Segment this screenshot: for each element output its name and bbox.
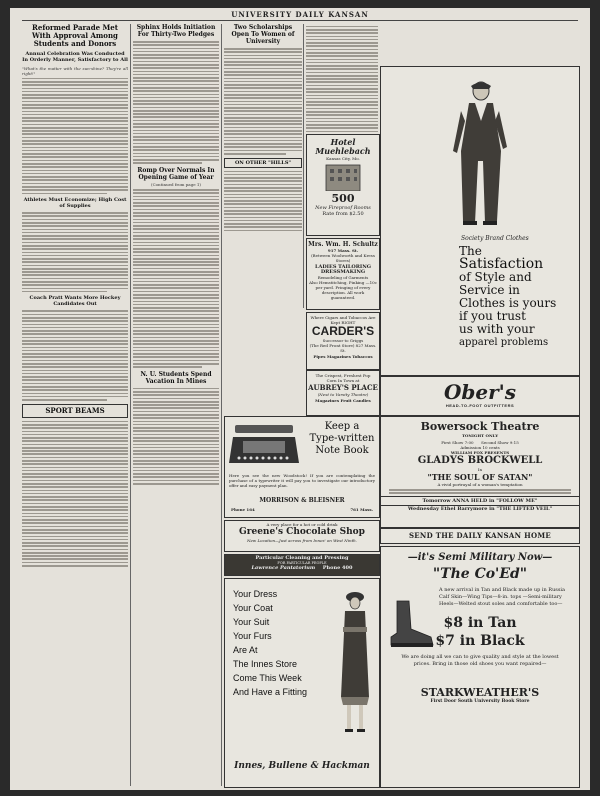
typewriter-phone: Phone 164 <box>231 507 255 512</box>
aubreys-ad <box>306 370 380 416</box>
typewriter-ad <box>224 416 380 518</box>
hotel-name: Hotel Muehlebach <box>315 137 371 156</box>
other-hills-box <box>224 158 302 168</box>
coed-title: "The Co'Ed" <box>432 566 528 582</box>
greenes-ad <box>224 520 380 552</box>
newspaper-page <box>10 8 590 790</box>
cleaning-phone: Phone 400 <box>322 565 353 571</box>
article-body-sphinx <box>133 41 219 164</box>
typewriter-illustration <box>229 423 299 467</box>
society-line-1: The <box>459 244 482 258</box>
lede-parade: "What's the matter with the sun-shine? They're all right!" <box>22 66 128 76</box>
bowersock-ad <box>380 416 580 528</box>
masthead: UNIVERSITY DAILY KANSAN <box>231 10 369 19</box>
headline-hockey: Coach Pratt Wants More Hockey Candidates Out <box>29 295 121 308</box>
man-in-coat-illustration <box>445 81 515 231</box>
bowersock-presents: WILLIAM FOX PRESENTS <box>450 450 510 455</box>
society-line-4: Service in <box>459 283 520 297</box>
column-2 <box>133 24 219 786</box>
article-body-hockey <box>22 310 128 400</box>
greenes-name: Greene's Chocolate Shop <box>239 527 365 537</box>
article-body-scholarships <box>224 48 302 155</box>
society-line-5: Clothes is yours <box>459 296 557 310</box>
innes-copy <box>233 587 333 699</box>
obers-sub: HEAD-TO-FOOT OUTFITTERS <box>445 403 515 408</box>
innes-line-7: Come This Week <box>233 673 302 683</box>
article-body-athletes <box>22 212 128 292</box>
innes-line-5: Are At <box>233 645 258 655</box>
bowersock-star: GLADYS BROCKWELL <box>417 455 543 466</box>
bowersock-desc: A vivid portrayal of a woman's temptation <box>437 482 523 487</box>
society-ad-copy <box>459 245 575 349</box>
obers-logo: Ober's <box>443 380 517 404</box>
coed-note: We are doing all we can to give quality and style at the lowest prices. Bring in those old shoes you want repaired— <box>401 654 559 667</box>
bowersock-in: In <box>477 467 483 472</box>
typewriter-firm: MORRISON & BLEISNER <box>259 497 345 504</box>
hotel-city: Kansas City, Mo. <box>326 156 360 161</box>
bowersock-admission: Admission 10 cents <box>460 445 500 450</box>
hotel-building-illustration <box>318 163 368 191</box>
typewriter-body: Here you see the new Woodstock! If you are contemplating the purchase of a typewriter it will pay you to investigate our introductory offer and easy payment plan. <box>229 473 375 488</box>
aubreys-intro: The Crispest, Freshest Pop Corn In Town at <box>315 373 371 383</box>
typewriter-line-3: Note Book <box>315 445 369 456</box>
subhead-parade: Annual Celebration Was Conducted In Orderly Manner, Satisfactory to All <box>22 51 128 63</box>
headline-athletes: Athletes Must Economize; High Cost of Supplies <box>23 197 127 210</box>
bowersock-name: Bowersock Theatre <box>420 420 540 433</box>
innes-line-1: Your Dress <box>233 589 278 599</box>
headline-sphinx: Sphinx Holds Initiation For Thirty-Two Pledges <box>136 24 216 38</box>
coed-store-sub: First Door South University Book Store <box>430 699 530 704</box>
cleaning-line-1: Particular Cleaning and Pressing <box>255 555 349 561</box>
society-line-6: if you trust <box>459 309 526 323</box>
coed-head: —it's Semi Military Now— <box>407 552 553 563</box>
send-kansan-banner <box>380 528 580 544</box>
coed-price-tan: $8 in Tan <box>443 615 517 631</box>
innes-ad <box>224 578 380 788</box>
article-body-parade <box>22 78 128 194</box>
article-body-hills <box>224 171 302 232</box>
coed-ad <box>380 546 580 788</box>
sport-beams-title: SPORT BEAMS <box>45 405 105 415</box>
cleaning-line-3: Lawrence Pantatorium <box>251 565 316 571</box>
other-hills-title: ON OTHER "HILLS" <box>234 159 292 166</box>
bowersock-times: First Show 7:00 Second Show 9:15 <box>441 440 519 445</box>
coed-store-name: STARKWEATHER'S <box>420 686 540 699</box>
column-divider <box>221 24 222 786</box>
send-kansan-text: SEND THE DAILY KANSAN HOME <box>408 531 552 540</box>
schultz-service: LADIES TAILORING DRESSMAKING <box>314 264 372 275</box>
aubreys-sub: (Next to Varsity Theatre) <box>317 392 369 397</box>
society-line-7: us with your <box>459 322 535 336</box>
greenes-intro: A very place for a hot or cold drink <box>266 522 338 527</box>
cleaning-ad <box>224 554 380 576</box>
typewriter-line-1: Keep a <box>324 421 360 432</box>
schultz-sub: Remodeling of Garments <box>317 275 369 280</box>
column-1 <box>22 24 128 786</box>
coed-body: A new arrival in Tan and Black made up in Russia Calf Skin—Wing Tips—8-in. tops —Semi-military Heels—Welted stout soles and comfortable too— <box>439 587 566 607</box>
greenes-sub: New Location—Just across from Innes' on West Ninth. <box>246 538 358 543</box>
innes-line-3: Your Suit <box>233 617 270 627</box>
innes-line-4: Your Furs <box>233 631 272 641</box>
typewriter-headline <box>307 421 377 457</box>
innes-line-6: The Innes Store <box>233 659 298 669</box>
carders-name: CARDER'S <box>311 324 375 338</box>
continued-note: (Continued from page 1) <box>151 182 201 187</box>
society-brand-name: Society Brand Clothes <box>461 235 529 242</box>
bowersock-tomorrow: Tomorrow ANNA HELD in "FOLLOW ME" <box>381 496 579 504</box>
society-line-2: Satisfaction <box>459 256 544 272</box>
bowersock-film: "THE SOUL OF SATAN" <box>427 472 533 482</box>
innes-signature: Innes, Bullene & Hackman <box>234 761 370 771</box>
hotel-rate: Rate from $2.50 <box>322 211 364 217</box>
bowersock-tonight: TONIGHT ONLY <box>461 433 499 438</box>
coed-price-black: $7 in Black <box>435 633 525 649</box>
cleaning-line-2: FOR PARTICULAR PEOPLE <box>277 561 327 565</box>
carders-intro: Where Cigars and Tobaccos Are Kept RIGHT <box>310 315 376 325</box>
column-3 <box>224 24 302 308</box>
hotel-tagline: New Fireproof Rooms <box>315 205 371 211</box>
typewriter-address: 761 Mass. <box>350 507 373 512</box>
typewriter-line-2: Type-written <box>309 433 375 444</box>
bowersock-wednesday: Wednesday Ethel Barrymore in "THE LIFTED VEIL" <box>381 505 579 512</box>
obers-ad <box>380 376 580 416</box>
schultz-name: Mrs. Wm. H. Schultz <box>308 241 378 248</box>
hotel-muehlebach-ad <box>306 134 380 236</box>
headline-mines: N. U. Students Spend Vacation In Mines <box>140 370 212 385</box>
carders-ad <box>306 312 380 370</box>
hotel-rooms: 500 <box>331 192 355 205</box>
innes-line-2: Your Coat <box>233 603 273 613</box>
sport-beams-box <box>22 404 128 418</box>
article-body-normals <box>133 189 219 368</box>
society-brand-ad <box>380 66 580 376</box>
headline-scholarships: Two Scholarships Open To Women of University <box>231 24 295 45</box>
headline-normals: Romp Over Normals In Opening Game of Year <box>137 167 215 181</box>
carders-items: Pipes Magazines Tobaccos <box>313 354 373 359</box>
schultz-note: Also Hemstitching, Pinking —10c per yard. Fringing of every description. All work guaranteed. <box>309 280 377 300</box>
aubreys-items: Magazines Fruit Candies <box>315 398 371 403</box>
masthead-rule <box>22 20 578 21</box>
carders-address: (The Red Front Store) 827 Mass. St. <box>309 343 377 353</box>
woman-in-coat-illustration <box>335 587 375 737</box>
column-divider <box>303 24 304 308</box>
schultz-ad <box>306 238 380 310</box>
column-divider <box>130 24 131 786</box>
schultz-address: 917 Mass. St. <box>327 248 359 253</box>
headline-parade: Reformed Parade Met With Approval Among Students and Donors <box>32 24 118 48</box>
article-body-mines <box>133 388 219 485</box>
society-line-8: apparel problems <box>459 337 549 348</box>
carders-sub: Successor to Griggs <box>322 338 364 343</box>
article-body-sport <box>22 421 128 567</box>
aubreys-name: AUBREY'S PLACE <box>308 383 378 392</box>
innes-line-8: And Have a Fitting <box>233 687 308 697</box>
shoe-illustration <box>387 599 435 649</box>
schultz-between: (Between Woolworth and Kress Stores) <box>311 253 375 263</box>
society-line-3: of Style and <box>459 270 532 284</box>
